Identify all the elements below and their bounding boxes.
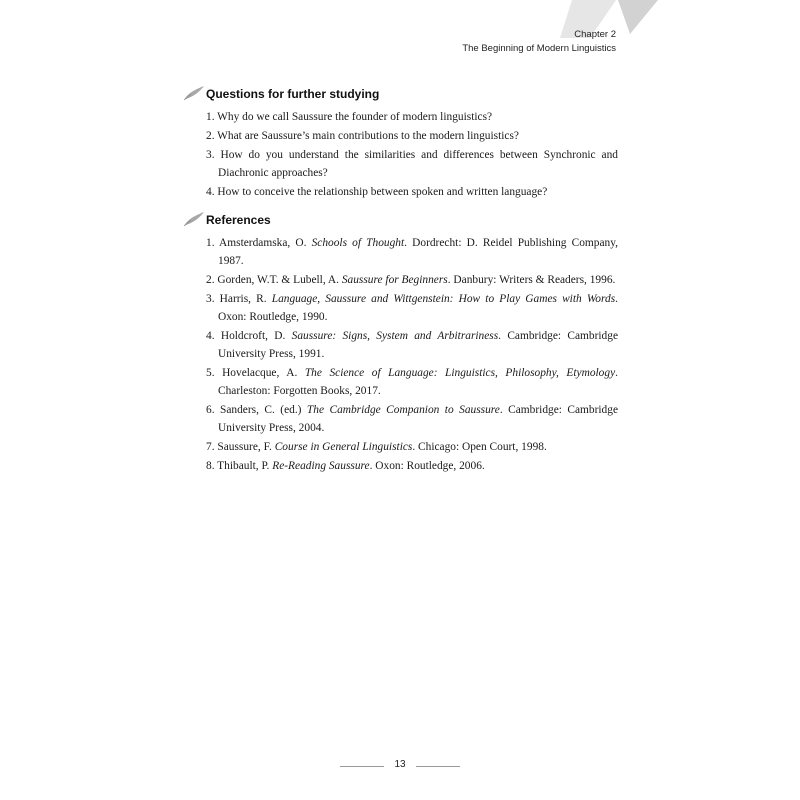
reference-item: 3. Harris, R. Language, Saussure and Wittgenstein: How to Play Games with Words. Oxon: Routledge, 1990.	[206, 293, 618, 323]
reference-item: 8. Thibault, P. Re-Reading Saussure. Oxon: Routledge, 2006.	[206, 460, 485, 472]
question-item: 3. How do you understand the similarities and differences between Synchronic and Diachronic approaches?	[206, 149, 618, 179]
running-head-title: The Beginning of Modern Linguistics	[462, 43, 616, 54]
folio-rule-right	[416, 766, 460, 767]
running-head-chapter: Chapter 2	[574, 29, 616, 40]
page-folio	[340, 757, 460, 777]
reference-item: 5. Hovelacque, A. The Science of Language: Linguistics, Philosophy, Etymology. Charleston: Forgotten Books, 2017.	[206, 367, 618, 397]
reference-item: 6. Sanders, C. (ed.) The Cambridge Companion to Saussure. Cambridge: Cambridge University Press, 2004.	[206, 404, 618, 434]
question-item: 4. How to conceive the relationship between spoken and written language?	[206, 186, 548, 198]
references-heading-text: References	[206, 213, 271, 227]
page-number: 13	[394, 759, 406, 770]
questions-list	[183, 108, 618, 201]
reference-item: 2. Gorden, W.T. & Lubell, A. Saussure for Beginners. Danbury: Writers & Readers, 1996.	[206, 274, 616, 286]
references-list	[183, 234, 618, 475]
questions-heading	[183, 84, 618, 104]
reference-item: 1. Amsterdamska, O. Schools of Thought. Dordrecht: D. Reidel Publishing Company, 1987.	[206, 237, 618, 267]
questions-section	[183, 84, 618, 202]
reference-item: 7. Saussure, F. Course in General Linguistics. Chicago: Open Court, 1998.	[206, 441, 547, 453]
quill-icon	[183, 211, 205, 227]
question-item: 2. What are Saussure’s main contributions to the modern linguistics?	[206, 130, 519, 142]
question-item: 1. Why do we call Saussure the founder of modern linguistics?	[206, 111, 493, 123]
references-heading	[183, 210, 618, 230]
questions-heading-text: Questions for further studying	[206, 87, 380, 101]
references-section	[183, 210, 618, 476]
quill-icon	[183, 85, 205, 101]
reference-item: 4. Holdcroft, D. Saussure: Signs, System and Arbitrariness. Cambridge: Cambridge University Press, 1991.	[206, 330, 619, 360]
running-head	[462, 28, 616, 56]
